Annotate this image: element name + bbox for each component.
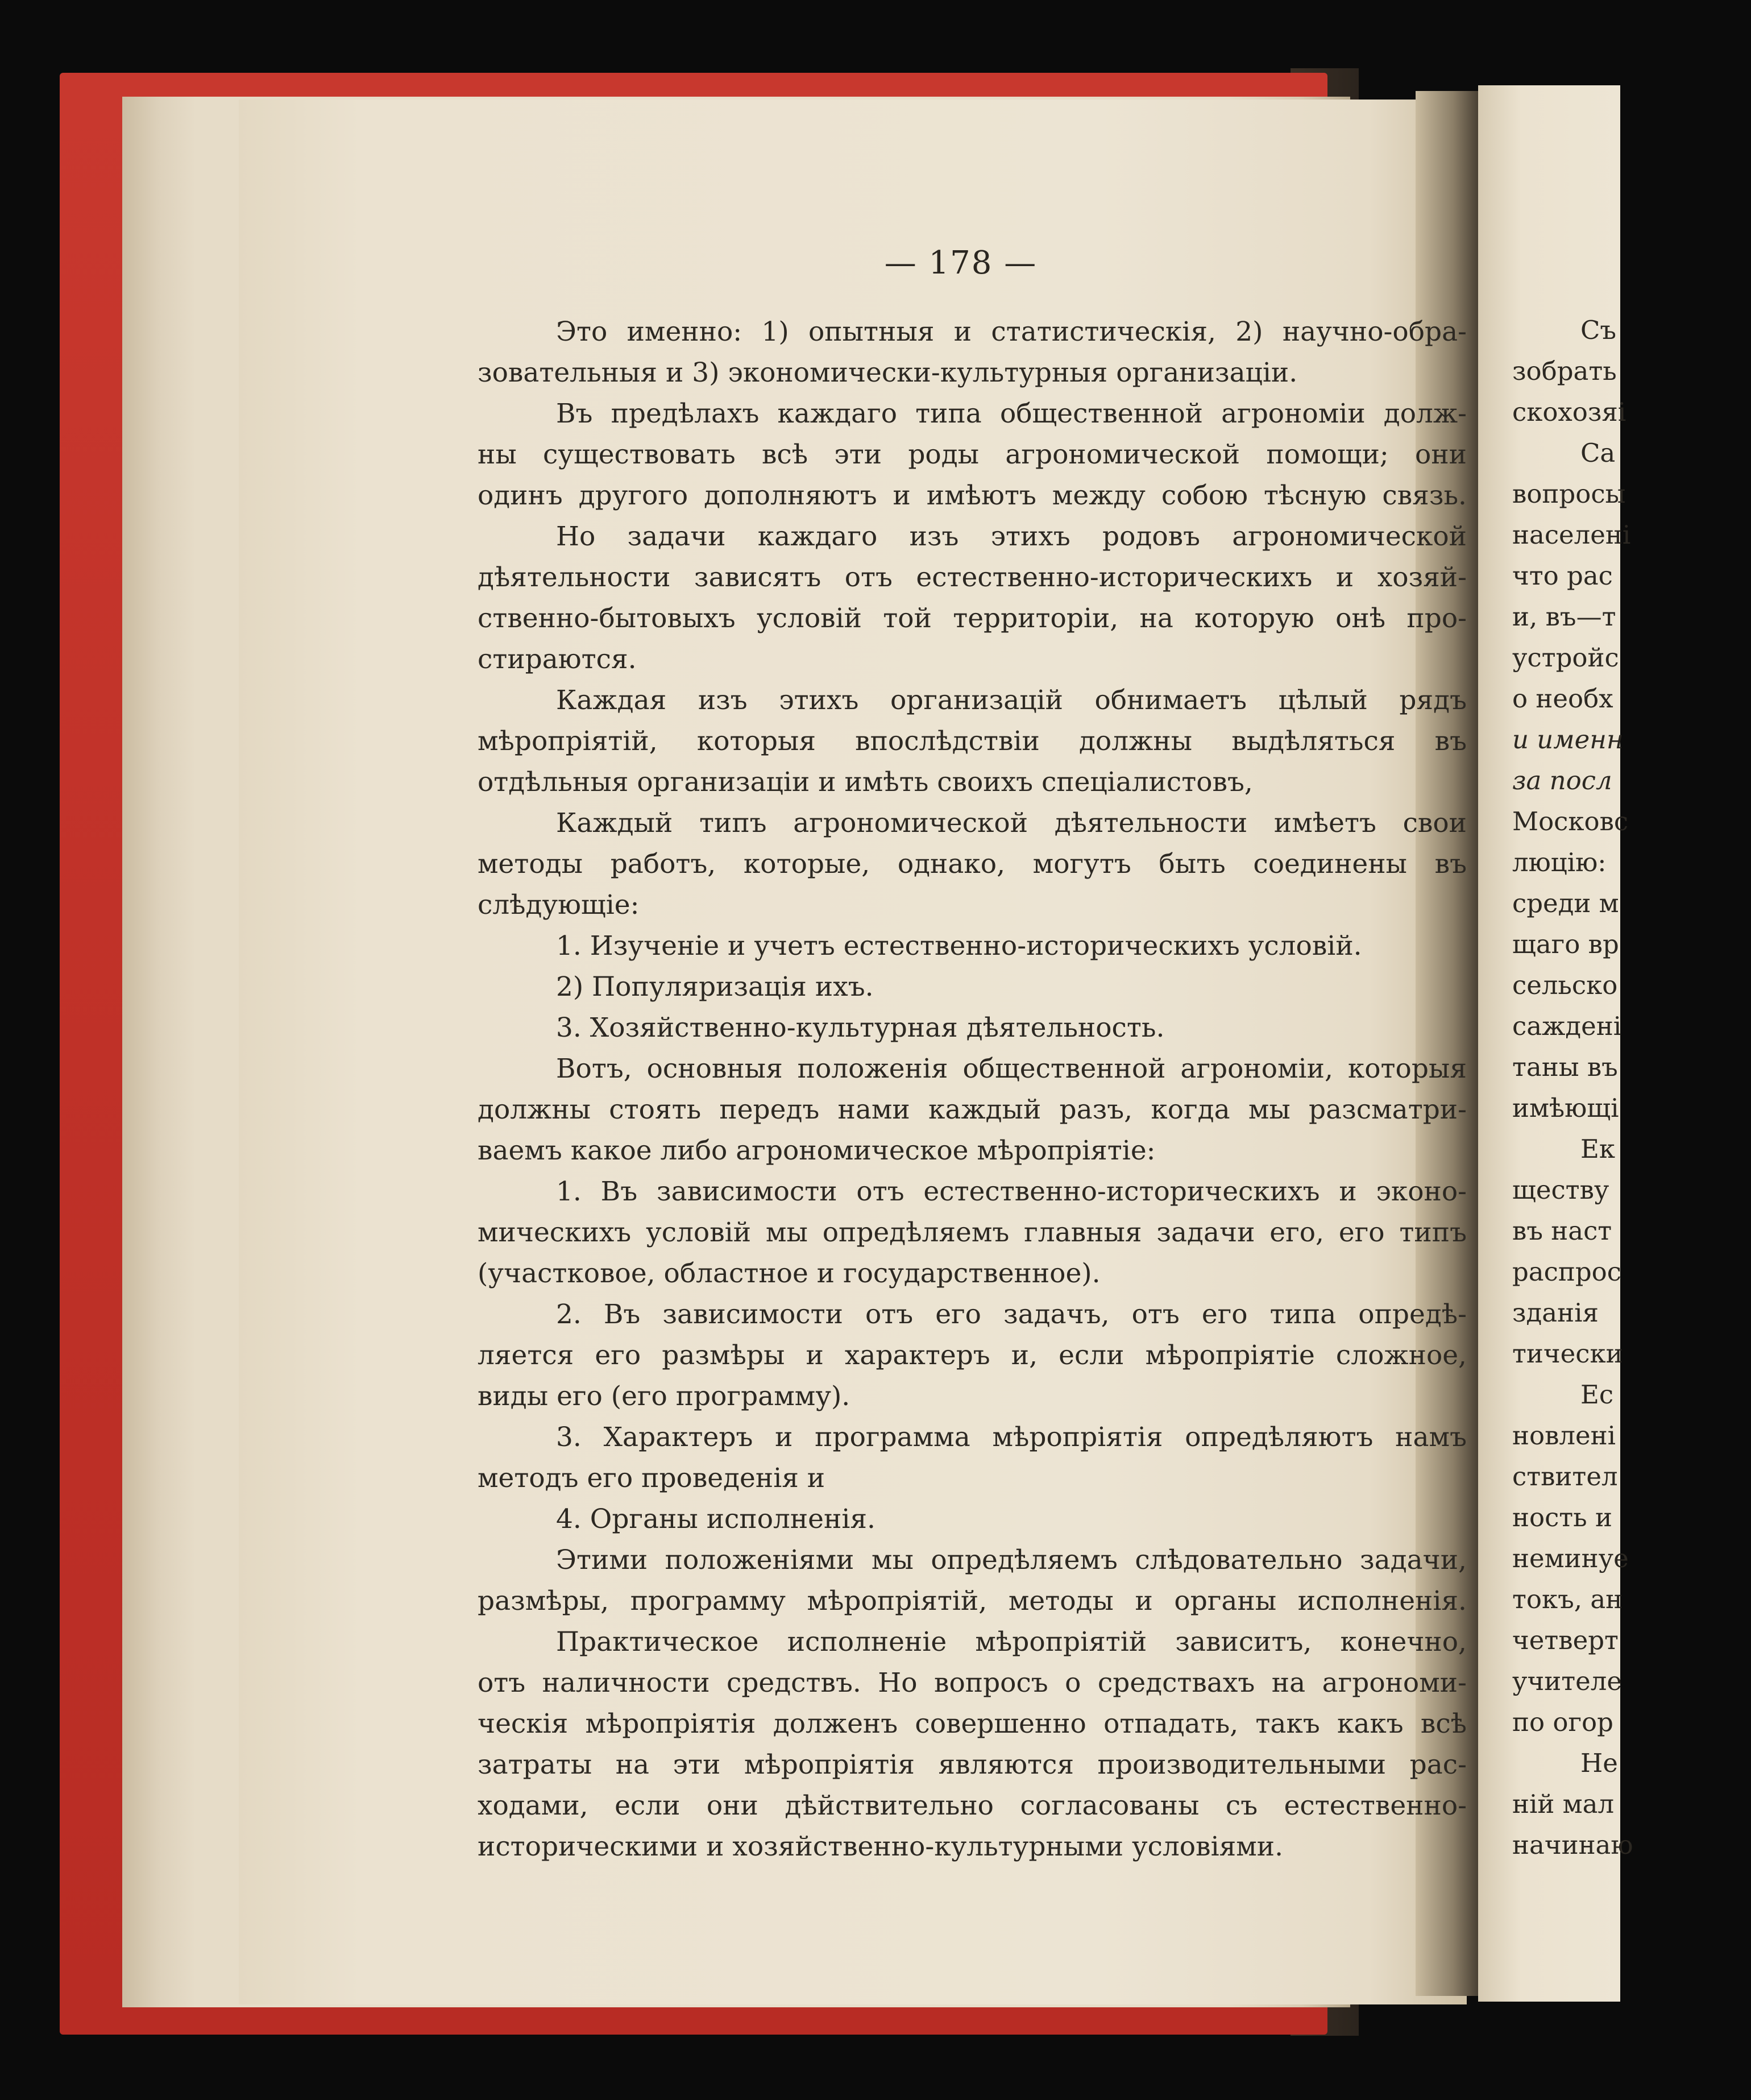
text-line: населені [1512, 520, 1631, 550]
text-line: и именн [1512, 724, 1624, 755]
text-line: неминуе [1512, 1543, 1629, 1573]
text-line: вопросы [1512, 479, 1626, 509]
text-line: должны стоять передъ нами каждый разъ, когда мы разсматри- [478, 1094, 1467, 1125]
text-line: ственно-бытовыхъ условій той территоріи, на которую онѣ про- [478, 603, 1467, 634]
text-line: отдѣльныя организаціи и имѣть своихъ спеціалистовъ, [478, 767, 1253, 798]
text-line: одинъ другого дополняютъ и имѣютъ между собою тѣсную связь. [478, 480, 1467, 511]
text-line: ществу [1512, 1175, 1609, 1205]
text-line: Но задачи каждаго изъ этихъ родовъ агрономической [556, 521, 1467, 552]
text-line: методы работъ, которые, однако, могутъ быть соединены въ [478, 848, 1467, 880]
text-line: ляется его размѣры и характеръ и, если мѣропріятіе сложное, [478, 1340, 1467, 1371]
text-line: слѣдующіе: [478, 889, 640, 921]
text-line: ствител [1512, 1461, 1618, 1492]
text-line: въ наст [1512, 1216, 1612, 1246]
text-line: Въ предѣлахъ каждаго типа общественной агрономіи долж- [556, 398, 1467, 429]
left-page-text [478, 312, 1467, 1867]
text-line: ческія мѣропріятія долженъ совершенно отпадать, такъ какъ всѣ [478, 1708, 1467, 1739]
text-line: имѣющі [1512, 1093, 1619, 1123]
text-line: методъ его проведенія и [478, 1463, 825, 1494]
text-line: новлені [1512, 1420, 1616, 1451]
list-item: 4. Органы исполненія. [556, 1503, 876, 1535]
list-item: 2) Популяризація ихъ. [556, 971, 874, 1003]
text-line: учителе [1512, 1666, 1622, 1696]
text-line: Ек [1580, 1134, 1615, 1164]
list-item: 2. Въ зависимости отъ его задачъ, отъ его типа опредѣ- [556, 1299, 1467, 1330]
text-line: за посл [1512, 765, 1612, 796]
text-line: распрос [1512, 1257, 1621, 1287]
text-line: Ес [1580, 1380, 1614, 1410]
text-line: размѣры, программу мѣропріятій, методы и органы исполненія. [478, 1585, 1467, 1617]
text-line: мическихъ условій мы опредѣляемъ главныя задачи его, его типъ [478, 1217, 1467, 1248]
text-line: что рас [1512, 561, 1613, 591]
text-line: историческими и хозяйственно-культурными условіями. [478, 1831, 1284, 1862]
text-line: щаго вр [1512, 929, 1619, 959]
text-line: саждені [1512, 1011, 1622, 1041]
text-line: Съ [1580, 315, 1617, 345]
list-item: 3. Хозяйственно-культурная дѣятельность. [556, 1012, 1165, 1043]
text-line: Вотъ, основныя положенія общественной агрономіи, которыя [556, 1053, 1467, 1084]
text-line: ній мал [1512, 1789, 1615, 1819]
text-line: отъ наличности средствъ. Но вопросъ о средствахъ на агрономи- [478, 1667, 1467, 1699]
text-line: затраты на эти мѣропріятія являются производительными рас- [478, 1749, 1467, 1780]
text-line: скохозяі [1512, 397, 1626, 427]
text-line: мѣропріятій, которыя впослѣдствіи должны выдѣляться въ [478, 726, 1467, 757]
text-line: дѣятельности зависятъ отъ естественно-историческихъ и хозяй- [478, 562, 1467, 593]
text-line: токъ, ан [1512, 1584, 1623, 1614]
text-line: виды его (его программу). [478, 1381, 850, 1412]
text-line: начинаю [1512, 1830, 1633, 1860]
text-line: по огор [1512, 1707, 1613, 1737]
text-line: таны въ [1512, 1052, 1618, 1082]
text-line: ходами, если они дѣйствительно согласованы съ естественно- [478, 1790, 1467, 1821]
text-line: (участковое, областное и государственное). [478, 1258, 1101, 1289]
text-line: сельско [1512, 970, 1618, 1000]
right-page-text [1512, 310, 1751, 1866]
text-line: зовательныя и 3) экономически-культурныя организаціи. [478, 357, 1298, 388]
text-line: люцію: [1512, 847, 1607, 877]
text-line: Московс [1512, 806, 1629, 836]
text-line: среди м [1512, 888, 1619, 918]
text-line: ны существовать всѣ эти роды агрономической помощи; они [478, 439, 1467, 470]
page-number: — 178 — [884, 245, 1038, 281]
text-line: Са [1580, 438, 1616, 468]
text-line: Не [1580, 1748, 1618, 1778]
text-line: Каждый типъ агрономической дѣятельности имѣетъ свои [556, 807, 1467, 839]
list-item: 1. Въ зависимости отъ естественно-историческихъ и эконо- [556, 1176, 1467, 1207]
text-line: Этими положеніями мы опредѣляемъ слѣдовательно задачи, [556, 1544, 1467, 1576]
text-line: и, въ—т [1512, 602, 1616, 632]
text-line: Это именно: 1) опытныя и статистическія, 2) научно-обра- [556, 316, 1467, 347]
text-line: Практическое исполненіе мѣропріятій зависитъ, конечно, [556, 1626, 1467, 1658]
list-item: 1. Изученіе и учетъ естественно-историческихъ условій. [556, 930, 1362, 962]
text-line: ваемъ какое либо агрономическое мѣропріятіе: [478, 1135, 1156, 1166]
text-line: Каждая изъ этихъ организацій обнимаетъ цѣлый рядъ [556, 685, 1467, 716]
text-line: зданія [1512, 1298, 1599, 1328]
text-line: устройс [1512, 643, 1619, 673]
text-line: зобрать [1512, 356, 1617, 386]
text-line: тически [1512, 1339, 1623, 1369]
text-line: о необх [1512, 684, 1613, 714]
list-item: 3. Характеръ и программа мѣропріятія опредѣляютъ намъ [556, 1422, 1467, 1453]
text-line: четверт [1512, 1625, 1619, 1655]
text-line: ность и [1512, 1502, 1612, 1532]
text-line: стираются. [478, 644, 637, 675]
